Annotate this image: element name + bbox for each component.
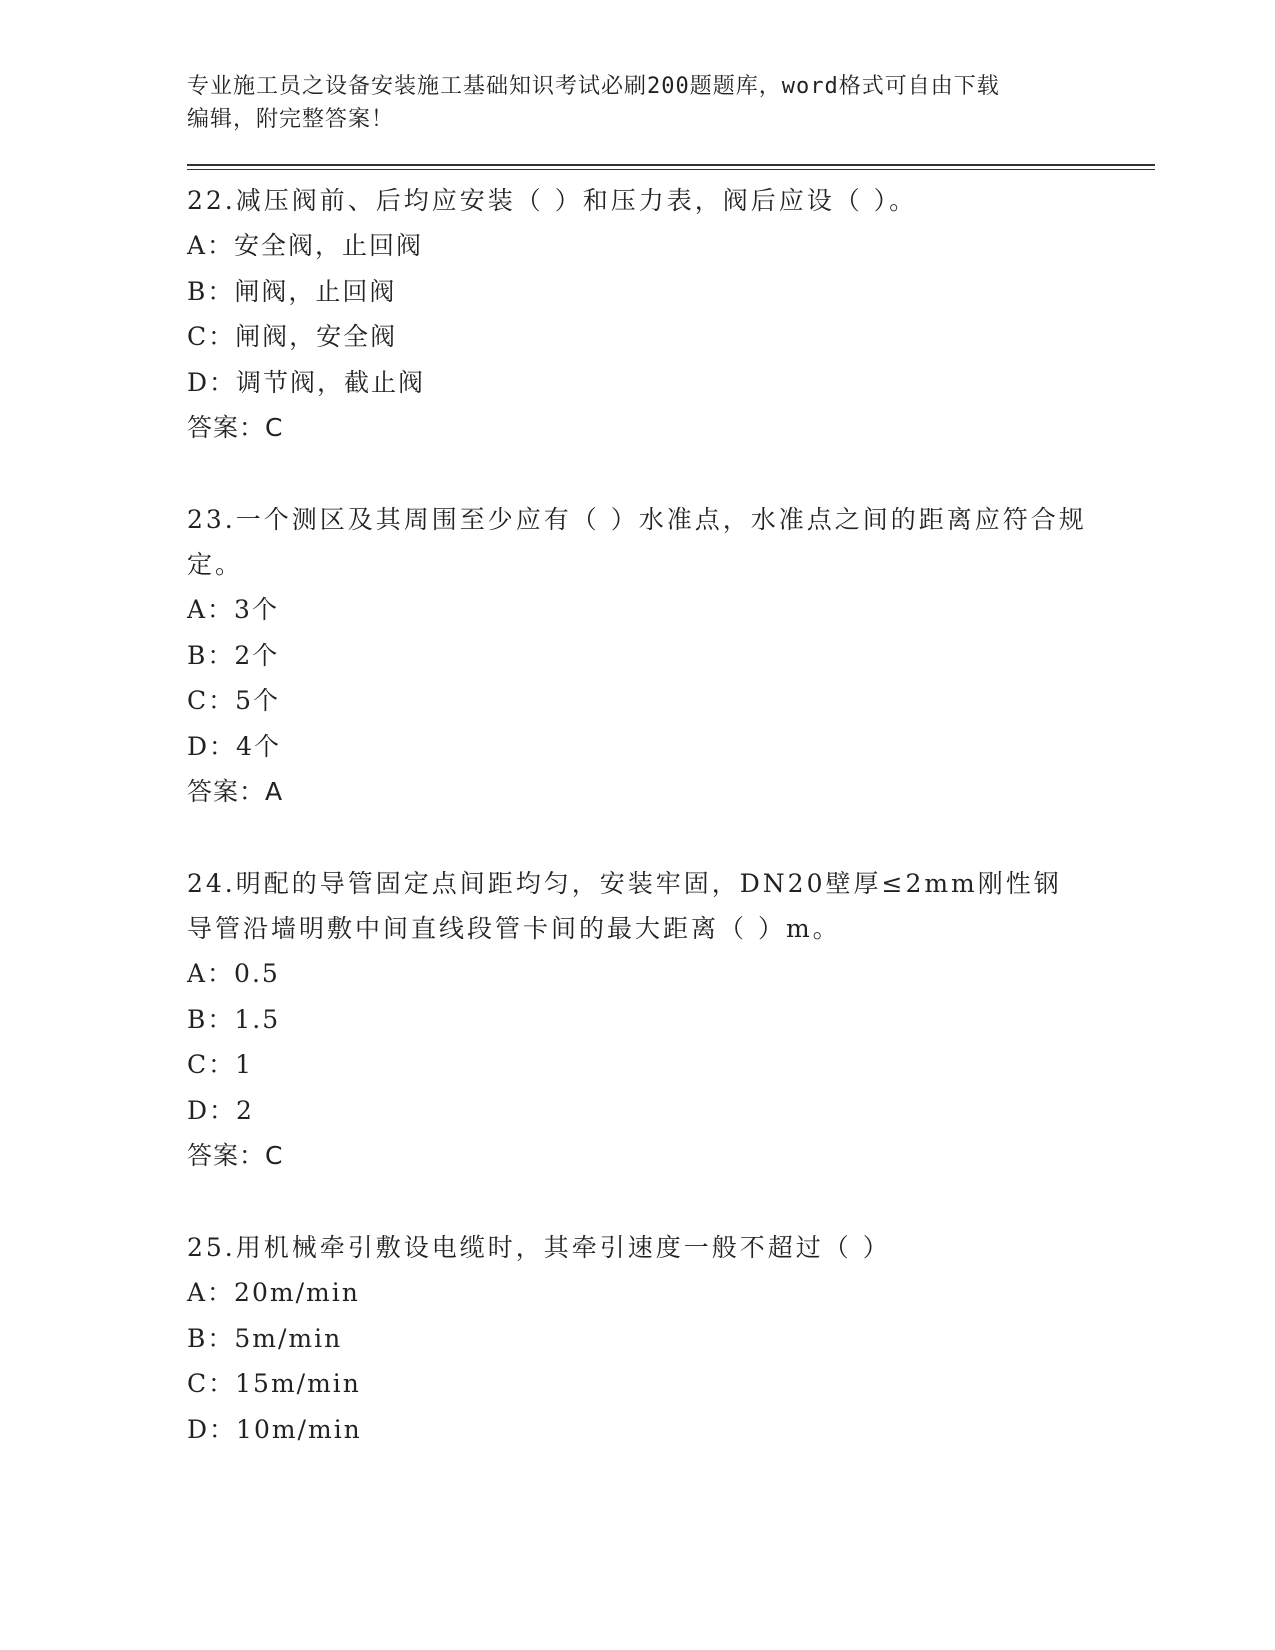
option-a: A：0.5 — [187, 959, 280, 988]
question-text: 24.明配的导管固定点间距均匀，安装牢固，DN20壁厚≤2mm刚性钢导管沿墙明敷中间直线段管卡间的最大距离（ ）m。 — [187, 869, 1062, 943]
option-b: B：5m/min — [187, 1323, 343, 1353]
question-list — [187, 178, 1157, 1452]
question-23 — [187, 497, 1157, 815]
question-text: 25.用机械牵引敷设电缆时，其牵引速度一般不超过（ ） — [187, 1233, 891, 1262]
option-c: C：闸阀，安全阀 — [187, 322, 398, 351]
header-divider — [187, 164, 1155, 170]
option-d: D：2 — [187, 1095, 254, 1125]
question-text: 23.一个测区及其周围至少应有（ ）水准点，水准点之间的距离应符合规定。 — [187, 505, 1087, 579]
answer: 答案：C — [187, 413, 284, 442]
header-line-1: 专业施工员之设备安装施工基础知识考试必刷200题题库，word格式可自由下载 — [187, 74, 1000, 99]
option-b: B：2个 — [187, 640, 280, 670]
document-page — [187, 70, 1157, 1452]
option-b: B：1.5 — [187, 1004, 281, 1034]
question-25 — [187, 1225, 1157, 1452]
document-header — [187, 70, 1087, 136]
answer: 答案：C — [187, 1141, 284, 1170]
option-c: C：5个 — [187, 686, 281, 715]
answer: 答案：A — [187, 777, 284, 806]
option-c: C：15m/min — [187, 1369, 361, 1398]
option-d: D：4个 — [187, 731, 281, 761]
option-d: D：调节阀，截止阀 — [187, 367, 426, 397]
option-a: A：安全阀，止回阀 — [187, 231, 424, 260]
option-b: B：闸阀，止回阀 — [187, 276, 397, 306]
option-d: D：10m/min — [187, 1414, 362, 1444]
question-text: 22.减压阀前、后均应安装（ ）和压力表，阀后应设（ ）。 — [187, 186, 918, 215]
question-22 — [187, 178, 1157, 451]
option-a: A：3个 — [187, 595, 279, 624]
header-line-2: 编辑，附完整答案！ — [187, 107, 395, 132]
question-24 — [187, 861, 1157, 1179]
option-a: A：20m/min — [187, 1278, 360, 1307]
option-c: C：1 — [187, 1050, 254, 1079]
